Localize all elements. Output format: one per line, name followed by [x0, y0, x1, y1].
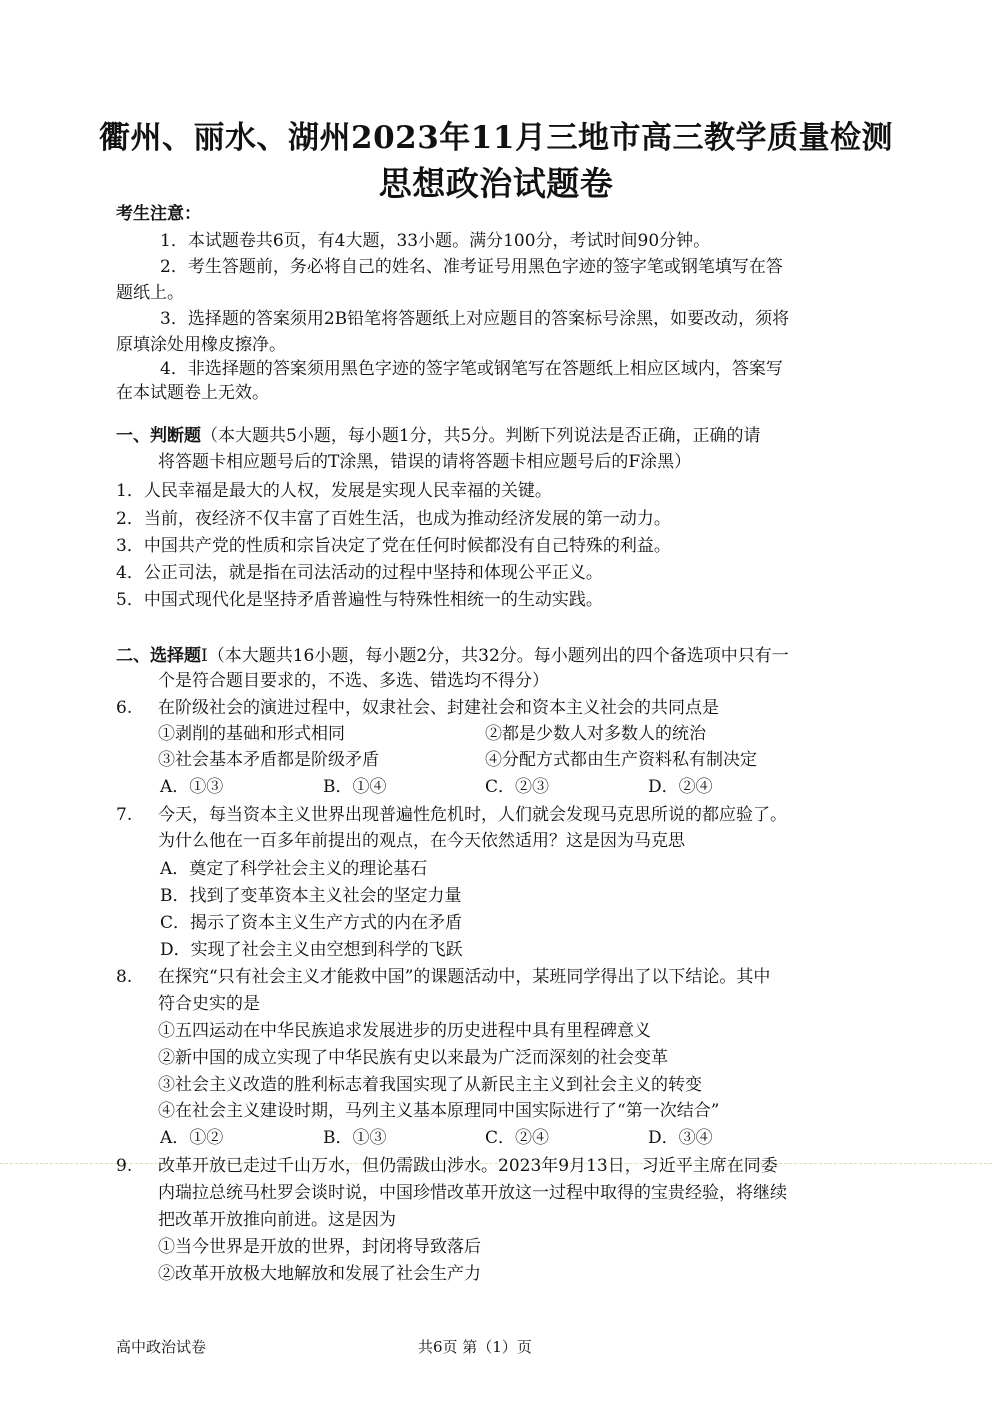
exam-subtitle: 思想政治试题卷 — [378, 164, 614, 203]
section2-desc-cont: 个是符合题目要求的，不选、多选、错选均不得分） — [158, 671, 549, 691]
notice-line: 4．非选择题的答案须用黑色字迹的签字笔或钢笔写在答题纸上相应区域内，答案写 — [160, 359, 783, 379]
statement: ②都是少数人对多数人的统治 — [485, 724, 706, 744]
notice-line: 在本试题卷上无效。 — [116, 383, 269, 403]
notice-line: 1．本试题卷共6页，有4大题，33小题。满分100分，考试时间90分钟。 — [160, 231, 711, 251]
question-stem: 在阶级社会的演进过程中，奴隶社会、封建社会和资本主义社会的共同点是 — [158, 698, 719, 718]
question-number: 9. — [116, 1156, 133, 1176]
question-stem-cont: 为什么他在一百多年前提出的观点，在今天依然适用？这是因为马克思 — [158, 831, 685, 851]
statement: ①剥削的基础和形式相同 — [158, 724, 345, 744]
statement: ②改革开放极大地解放和发展了社会生产力 — [158, 1264, 481, 1284]
choice-a: A．①③ — [160, 777, 224, 797]
question-stem: 在探究“只有社会主义才能救中国”的课题活动中，某班同学得出了以下结论。其中 — [158, 967, 771, 987]
choice-c: C．②③ — [485, 777, 550, 797]
statement: ③社会基本矛盾都是阶级矛盾 — [158, 750, 379, 770]
judge-item: 1．人民幸福是最大的人权，发展是实现人民幸福的关键。 — [116, 481, 552, 501]
judge-item: 4．公正司法，就是指在司法活动的过程中坚持和体现公平正义。 — [116, 563, 603, 583]
choice-a: A．①② — [160, 1128, 224, 1148]
question-stem-cont: 把改革开放推向前进。这是因为 — [158, 1210, 396, 1230]
section1-title: 一、判断题 — [116, 426, 201, 446]
statement: ③社会主义改造的胜利标志着我国实现了从新民主主义到社会主义的转变 — [158, 1075, 702, 1095]
section2-desc: Ⅰ（本大题共16小题，每小题2分，共32分。每小题列出的四个备选项中只有一 — [201, 646, 789, 666]
statement: ②新中国的成立实现了中华民族有史以来最为广泛而深刻的社会变革 — [158, 1048, 668, 1068]
statement: ④分配方式都由生产资料私有制决定 — [485, 750, 757, 770]
judge-item: 2．当前，夜经济不仅丰富了百姓生活，也成为推动经济发展的第一动力。 — [116, 509, 671, 529]
question-stem-cont: 符合史实的是 — [158, 994, 260, 1014]
footer-subject: 高中政治试卷 — [116, 1338, 207, 1356]
statement: ①当今世界是开放的世界，封闭将导致落后 — [158, 1237, 481, 1257]
notice-heading: 考生注意： — [116, 204, 201, 224]
choice-b: B．①④ — [323, 777, 387, 797]
question-stem: 今天，每当资本主义世界出现普遍性危机时，人们就会发现马克思所说的都应验了。 — [158, 805, 787, 825]
choice-c: C．②④ — [485, 1128, 550, 1148]
section1-header — [116, 425, 760, 447]
question-number: 8. — [116, 967, 133, 987]
choice-a: A．奠定了科学社会主义的理论基石 — [160, 859, 428, 879]
choice-d: D．③④ — [648, 1128, 713, 1148]
section1-desc-cont: 将答题卡相应题号后的T涂黑，错误的请将答题卡相应题号后的F涂黑） — [158, 452, 692, 472]
notice-line: 3．选择题的答案须用2B铅笔将答题纸上对应题目的答案标号涂黑，如要改动，须将 — [160, 309, 790, 329]
section1-desc: （本大题共5小题，每小题1分，共5分。判断下列说法是否正确，正确的请 — [201, 426, 761, 446]
section2-title: 二、选择题 — [116, 646, 201, 666]
footer-page-number: 共6页 第（1）页 — [418, 1338, 532, 1356]
question-number: 6. — [116, 698, 133, 718]
question-stem-cont: 内瑞拉总统马杜罗会谈时说，中国珍惜改革开放这一过程中取得的宝贵经验，将继续 — [158, 1183, 787, 1203]
choice-d: D．②④ — [648, 777, 713, 797]
notice-line: 题纸上。 — [116, 283, 184, 303]
section2-header — [116, 645, 789, 667]
question-stem: 改革开放已走过千山万水，但仍需跋山涉水。2023年9月13日，习近平主席在同委 — [158, 1156, 778, 1176]
judge-item: 3．中国共产党的性质和宗旨决定了党在任何时候都没有自己特殊的利益。 — [116, 536, 671, 556]
statement: ①五四运动在中华民族追求发展进步的历史进程中具有里程碑意义 — [158, 1021, 651, 1041]
question-number: 7. — [116, 805, 133, 825]
exam-title: 衢州、丽水、湖州2023年11月三地市高三教学质量检测 — [99, 120, 893, 156]
choice-b: B．①③ — [323, 1128, 387, 1148]
notice-line: 2．考生答题前，务必将自己的姓名、准考证号用黑色字迹的签字笔或钢笔填写在答 — [160, 257, 783, 277]
notice-line: 原填涂处用橡皮擦净。 — [116, 335, 286, 355]
choice-d: D．实现了社会主义由空想到科学的飞跃 — [160, 940, 463, 960]
judge-item: 5．中国式现代化是坚持矛盾普遍性与特殊性相统一的生动实践。 — [116, 590, 603, 610]
statement: ④在社会主义建设时期，马列主义基本原理同中国实际进行了“第一次结合” — [158, 1101, 720, 1121]
choice-c: C．揭示了资本主义生产方式的内在矛盾 — [160, 913, 463, 933]
choice-b: B．找到了变革资本主义社会的坚定力量 — [160, 886, 462, 906]
